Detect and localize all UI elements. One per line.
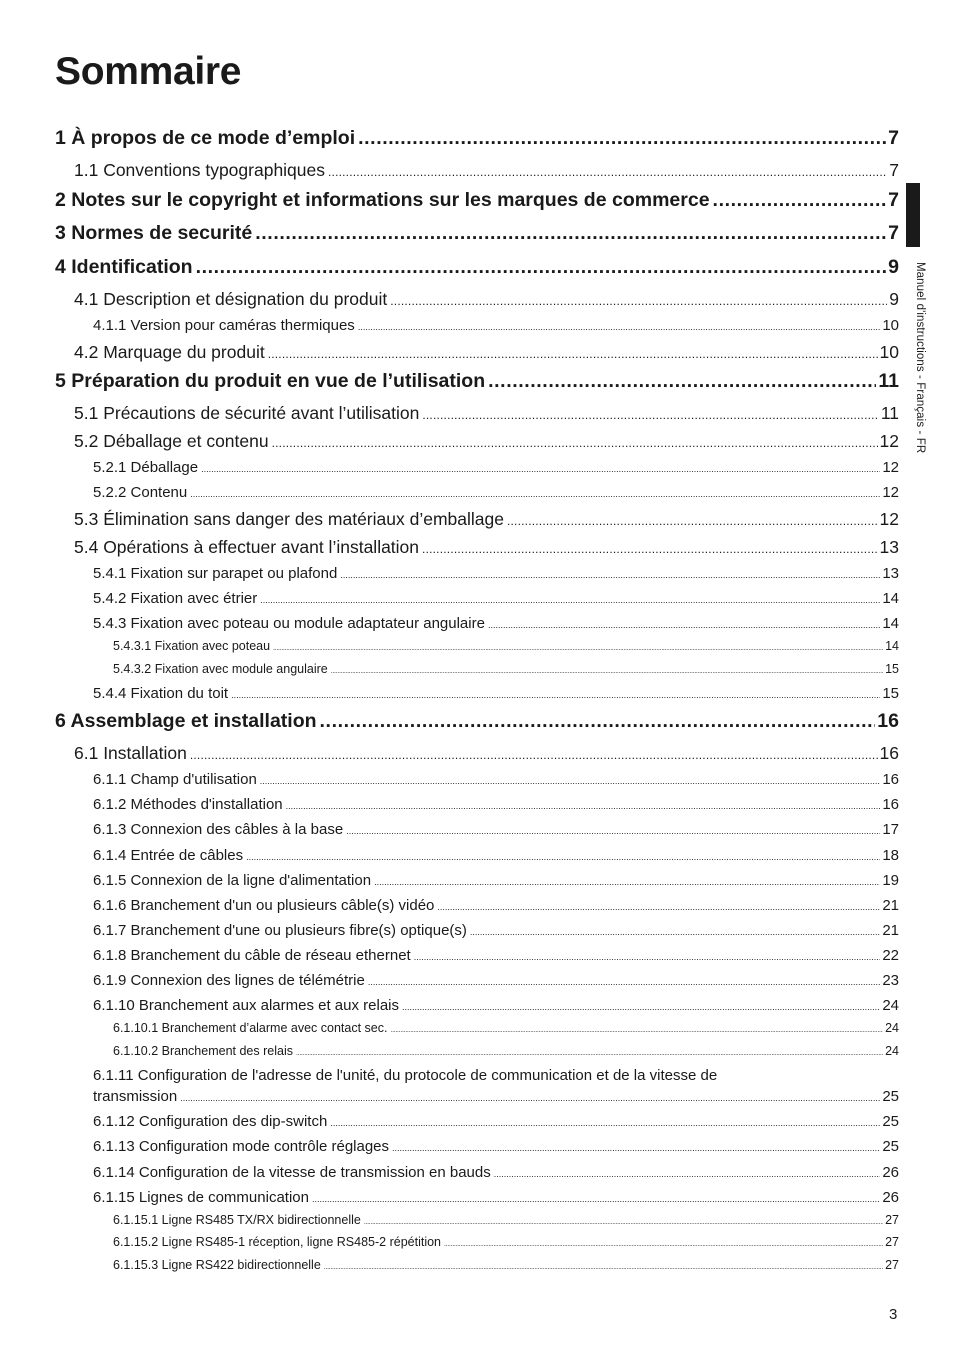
toc-entry-6-1[interactable] — [74, 743, 899, 764]
toc-entry-page: 7 — [888, 127, 899, 149]
toc-entry-title: 6.1.12 Configuration des dip-switch — [93, 1113, 328, 1130]
toc-entry-title: 5.4.3 Fixation avec poteau ou module adaptateur angulaire — [93, 615, 485, 632]
dot-leader — [364, 1219, 883, 1226]
toc-entry-6-1-10-2[interactable] — [113, 1044, 899, 1058]
toc-entry-title: 5.3 Élimination sans danger des matériaux d’emballage — [74, 509, 504, 529]
toc-entry-title: 6.1.9 Connexion des lignes de télémétrie — [93, 972, 365, 989]
dot-leader — [331, 668, 883, 675]
toc-entry-page: 27 — [885, 1213, 899, 1227]
toc-entry-page: 22 — [882, 947, 899, 964]
toc-entry-title: 5.2 Déballage et contenu — [74, 431, 269, 451]
dot-leader — [488, 370, 876, 393]
toc-entry-page: 12 — [882, 459, 899, 476]
toc-entry-title: 6.1 Installation — [74, 743, 187, 763]
toc-entry-title: 6.1.15.2 Ligne RS485-1 réception, ligne RS485-2 répétition — [113, 1235, 441, 1249]
toc-entry-page: 24 — [885, 1044, 899, 1058]
toc-entry-6[interactable] — [55, 710, 899, 733]
toc-entry-title: 4.1 Description et désignation du produit — [74, 289, 388, 309]
toc-entry-title: 6.1.5 Connexion de la ligne d'alimentation — [93, 872, 372, 889]
toc-entry-6-1-15-3[interactable] — [113, 1258, 899, 1272]
toc-entry-page: 13 — [879, 537, 899, 557]
toc-entry-title: 6 Assemblage et installation — [55, 710, 317, 732]
toc-entry-title: 5.4.2 Fixation avec étrier — [93, 590, 258, 607]
dot-leader — [494, 1169, 881, 1179]
toc-entry-1[interactable] — [55, 127, 899, 150]
toc-entry-title: 6.1.1 Champ d'utilisation — [93, 771, 257, 788]
toc-entry-page: 15 — [882, 685, 899, 702]
toc-entry-5-4-4[interactable] — [93, 685, 899, 702]
page-title: Sommaire — [55, 50, 242, 93]
toc-entry-title: 5.4 Opérations à effectuer avant l’installation — [74, 537, 420, 557]
toc-entry-6-1-15[interactable] — [93, 1189, 899, 1206]
toc-entry-title: 6.1.7 Branchement d'une ou plusieurs fibre(s) optique(s) — [93, 922, 467, 939]
toc-entry-page: 9 — [888, 256, 899, 278]
toc-entry-page: 21 — [882, 897, 899, 914]
toc-entry-page: 17 — [882, 821, 899, 838]
toc-entry-6-1-11[interactable] — [93, 1088, 899, 1105]
toc-entry-page: 16 — [877, 710, 899, 732]
toc-entry-6-1-4[interactable] — [93, 847, 899, 864]
toc-entry-page: 12 — [879, 431, 899, 451]
toc-entry-title: 5.2.2 Contenu — [93, 484, 188, 501]
dot-leader — [358, 127, 886, 150]
dot-leader — [392, 1143, 880, 1153]
toc-entry-title: 5 Préparation du produit en vue de l’utilisation — [55, 370, 486, 392]
toc-entry-5[interactable] — [55, 370, 899, 393]
toc-entry-title: 6.1.8 Branchement du câble de réseau ethernet — [93, 947, 411, 964]
toc-entry-5-1[interactable] — [74, 403, 899, 424]
toc-entry-title: 6.1.13 Configuration mode contrôle réglages — [93, 1138, 390, 1155]
toc-entry-6-1-15-1[interactable] — [113, 1213, 899, 1227]
toc-entry-title: 6.1.4 Entrée de câbles — [93, 847, 244, 864]
toc-entry-page: 25 — [882, 1088, 899, 1105]
toc-entry-page: 25 — [882, 1138, 899, 1155]
toc-entry-page: 7 — [889, 160, 899, 180]
dot-leader — [374, 877, 880, 887]
toc-entry-4-1[interactable] — [74, 289, 899, 310]
toc-entry-6-1-2[interactable] — [93, 796, 899, 813]
toc-entry-title: 1 À propos de ce mode d’emploi — [55, 127, 356, 149]
toc-entry-3[interactable] — [55, 222, 899, 245]
dot-leader — [422, 408, 878, 422]
toc-entry-title: 5.2.1 Déballage — [93, 459, 199, 476]
toc-entry-4[interactable] — [55, 256, 899, 279]
dot-leader — [368, 977, 880, 987]
toc-entry-5-4-2[interactable] — [93, 590, 899, 607]
dot-leader — [324, 1264, 883, 1271]
toc-entry-title: 6.1.10.2 Branchement des relais — [113, 1044, 293, 1058]
toc-entry-page: 16 — [882, 771, 899, 788]
dot-leader — [312, 1194, 880, 1204]
toc-entry-page: 10 — [879, 342, 899, 362]
toc-entry-title: 4.1.1 Version pour caméras thermiques — [93, 317, 355, 334]
dot-leader — [390, 1027, 883, 1034]
toc-entry-6-1-3[interactable] — [93, 821, 899, 838]
toc-entry-title: 6.1.3 Connexion des câbles à la base — [93, 821, 344, 838]
side-label: Manuel d'instructions - Français - FR — [914, 262, 926, 454]
toc-entry-5-2-1[interactable] — [93, 459, 899, 476]
toc-entry-6-1-15-2[interactable] — [113, 1235, 899, 1249]
dot-leader — [320, 710, 876, 733]
dot-leader — [713, 189, 887, 212]
toc-entry-page: 12 — [882, 484, 899, 501]
toc-entry-title: 2 Notes sur le copyright et informations sur les marques de commerce — [55, 189, 710, 211]
toc-entry-title: 5.1 Précautions de sécurité avant l’utilisation — [74, 403, 420, 423]
dot-leader — [330, 1118, 880, 1128]
dot-leader — [328, 165, 887, 179]
dot-leader — [246, 852, 880, 862]
toc-entry-page: 14 — [885, 639, 899, 653]
toc-entry-5-4-3-1[interactable] — [113, 639, 899, 653]
toc-entry-page: 25 — [882, 1113, 899, 1130]
dot-leader — [260, 776, 881, 786]
toc-entry-5-4-1[interactable] — [93, 565, 899, 582]
toc-entry-title: 5.4.4 Fixation du toit — [93, 685, 229, 702]
toc-entry-page: 10 — [882, 317, 899, 334]
toc-entry-page: 7 — [888, 222, 899, 244]
dot-leader — [268, 347, 878, 361]
toc-entry-title: 1.1 Conventions typographiques — [74, 160, 326, 180]
dot-leader — [402, 1002, 880, 1012]
dot-leader — [470, 927, 880, 937]
toc-entry-page: 24 — [885, 1021, 899, 1035]
toc-entry-6-1-8[interactable] — [93, 947, 899, 964]
toc-entry-5-4-3[interactable] — [93, 615, 899, 632]
toc-entry-title: 6.1.15.1 Ligne RS485 TX/RX bidirectionnelle — [113, 1213, 361, 1227]
language-tab-marker — [906, 183, 920, 247]
toc-entry-page: 7 — [888, 189, 899, 211]
toc-entry-page: 26 — [882, 1189, 899, 1206]
dot-leader — [196, 256, 887, 279]
toc-entry-5-4[interactable] — [74, 537, 899, 558]
toc-entry-page: 24 — [882, 997, 899, 1014]
toc-entry-page: 23 — [882, 972, 899, 989]
toc-entry-page: 11 — [880, 403, 899, 423]
dot-leader — [444, 1241, 883, 1248]
toc-entry-title-continued: transmission — [93, 1088, 178, 1105]
toc-entry-page: 16 — [879, 743, 899, 763]
toc-entry-page: 12 — [879, 509, 899, 529]
toc-entry-title: 5.4.3.2 Fixation avec module angulaire — [113, 662, 328, 676]
toc-entry-6-1-7[interactable] — [93, 922, 899, 939]
toc-entry-title: 6.1.15.3 Ligne RS422 bidirectionnelle — [113, 1258, 321, 1272]
dot-leader — [346, 826, 880, 836]
dot-leader — [507, 514, 878, 528]
toc-entry-title: 6.1.14 Configuration de la vitesse de transmission en bauds — [93, 1164, 491, 1181]
toc-entry-6-1-6[interactable] — [93, 897, 899, 914]
dot-leader — [390, 294, 887, 308]
toc-entry-title: 6.1.10.1 Branchement d’alarme avec contact sec. — [113, 1021, 388, 1035]
toc-entry-6-1-13[interactable] — [93, 1138, 899, 1155]
toc-entry-6-1-10[interactable] — [93, 997, 899, 1014]
dot-leader — [190, 489, 880, 499]
toc-entry-page: 26 — [882, 1164, 899, 1181]
toc-entry-6-1-9[interactable] — [93, 972, 899, 989]
toc-entry-title: 6.1.6 Branchement d'un ou plusieurs câble(s) vidéo — [93, 897, 435, 914]
dot-leader — [340, 570, 880, 580]
toc-entry-page: 14 — [882, 590, 899, 607]
dot-leader — [437, 902, 880, 912]
dot-leader — [273, 645, 883, 652]
dot-leader — [286, 801, 881, 811]
toc-entry-page: 11 — [878, 370, 899, 392]
toc-entry-title: 6.1.2 Méthodes d'installation — [93, 796, 283, 813]
dot-leader — [190, 748, 878, 762]
toc-entry-page: 9 — [889, 289, 899, 309]
toc-entry-6-1-12[interactable] — [93, 1113, 899, 1130]
dot-leader — [260, 595, 880, 605]
dot-leader — [255, 222, 886, 245]
toc-entry-title: 4 Identification — [55, 256, 193, 278]
toc-entry-4-2[interactable] — [74, 342, 899, 363]
toc-entry-5-2[interactable] — [74, 431, 899, 452]
toc-entry-5-3[interactable] — [74, 509, 899, 530]
toc-entry-5-2-2[interactable] — [93, 484, 899, 501]
toc-entry-page: 27 — [885, 1258, 899, 1272]
dot-leader — [272, 436, 878, 450]
dot-leader — [296, 1050, 883, 1057]
toc-entry-title: 6.1.15 Lignes de communication — [93, 1189, 309, 1206]
dot-leader — [201, 464, 880, 474]
toc-entry-1-1[interactable] — [74, 160, 899, 181]
toc-entry-page: 27 — [885, 1235, 899, 1249]
toc-entry-6-1-10-1[interactable] — [113, 1021, 899, 1035]
dot-leader — [488, 620, 880, 630]
toc-entry-4-1-1[interactable] — [93, 317, 899, 334]
toc-entry-page: 18 — [882, 847, 899, 864]
dot-leader — [422, 542, 878, 556]
toc-entry-title: 5.4.3.1 Fixation avec poteau — [113, 639, 271, 653]
toc-entry-page: 13 — [882, 565, 899, 582]
toc-entry-6-1-5[interactable] — [93, 872, 899, 889]
toc-entry-page: 21 — [882, 922, 899, 939]
toc-entry-title[interactable]: 6.1.11 Configuration de l'adresse de l'unité, du protocole de communication et de la vitesse de — [93, 1067, 718, 1084]
toc-entry-title: 4.2 Marquage du produit — [74, 342, 265, 362]
toc-entry-2[interactable] — [55, 189, 899, 212]
toc-entry-title: 3 Normes de securité — [55, 222, 253, 244]
toc-entry-page: 16 — [882, 796, 899, 813]
toc-entry-title: 6.1.10 Branchement aux alarmes et aux relais — [93, 997, 399, 1014]
toc-entry-page: 19 — [882, 872, 899, 889]
toc-entry-5-4-3-2[interactable] — [113, 662, 899, 676]
toc-entry-page: 14 — [882, 615, 899, 632]
toc-entry-title: 5.4.1 Fixation sur parapet ou plafond — [93, 565, 338, 582]
toc-entry-6-1-1[interactable] — [93, 771, 899, 788]
page-number: 3 — [889, 1306, 898, 1323]
toc-entry-6-1-14[interactable] — [93, 1164, 899, 1181]
toc-entry-page: 15 — [885, 662, 899, 676]
dot-leader — [180, 1093, 880, 1103]
dot-leader — [414, 952, 881, 962]
dot-leader — [231, 690, 880, 700]
dot-leader — [358, 322, 881, 332]
